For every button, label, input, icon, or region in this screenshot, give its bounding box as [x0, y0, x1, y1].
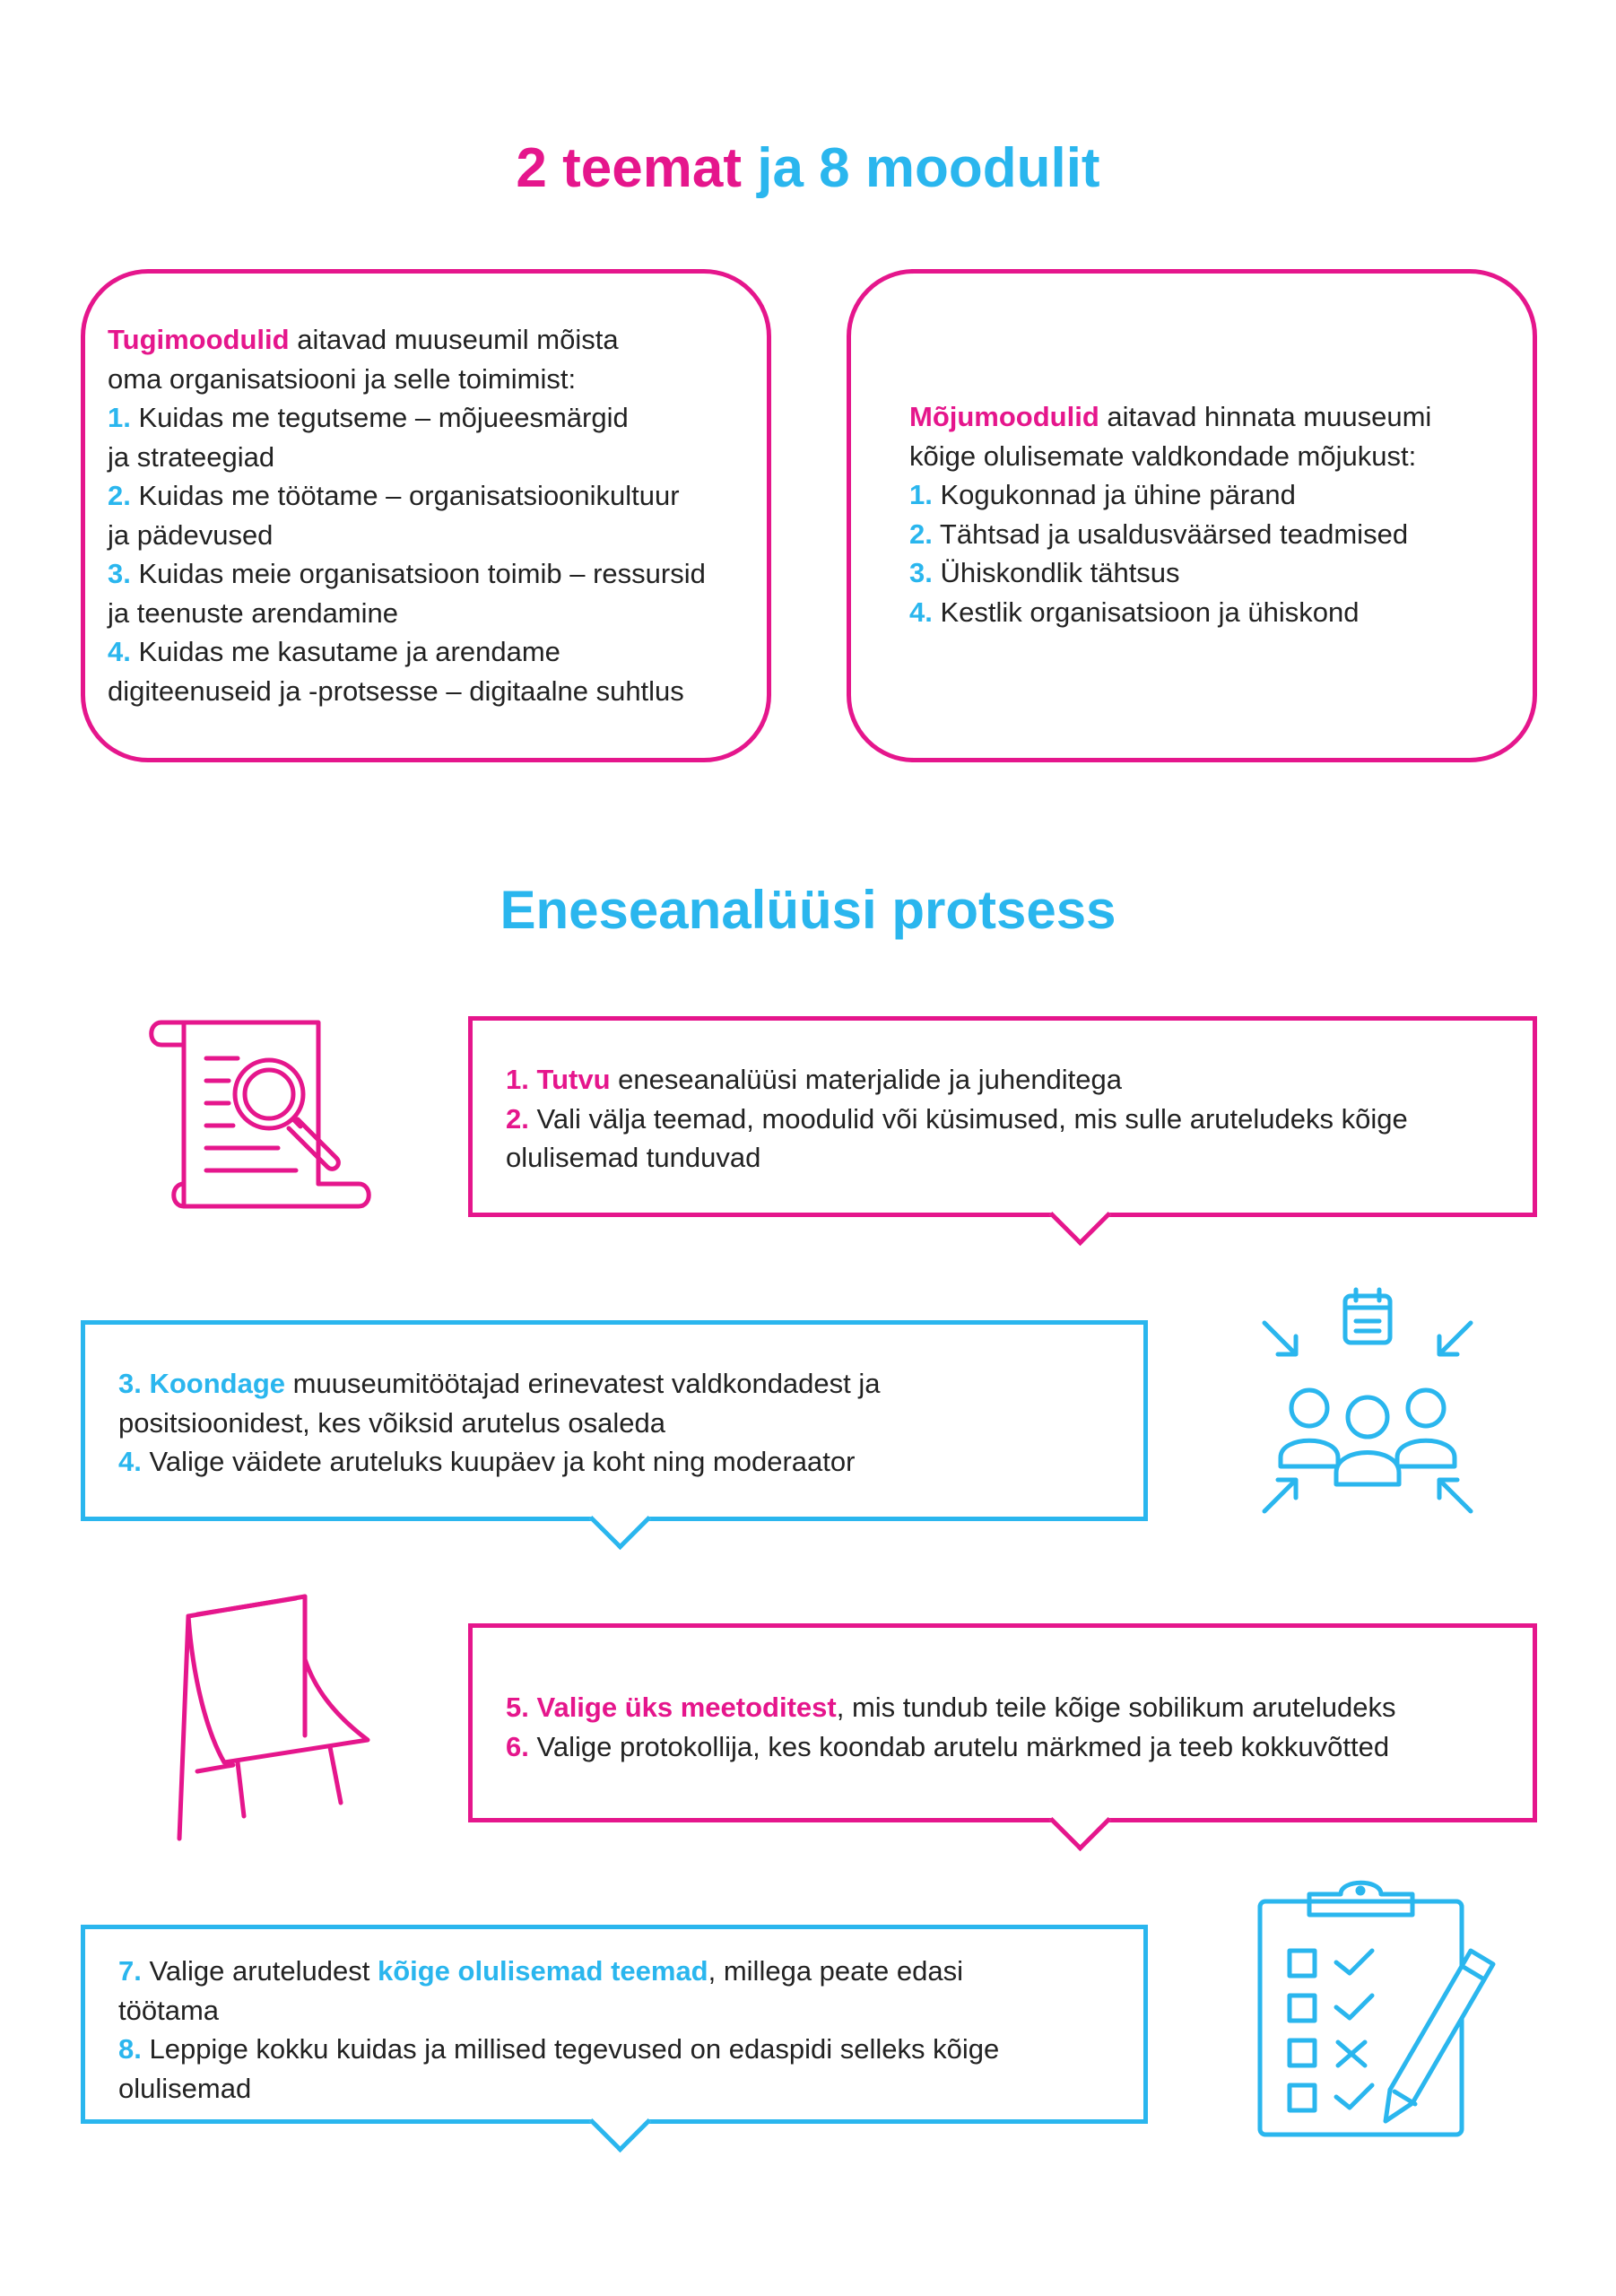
impact-modules-label: Mõjumoodulid [909, 401, 1099, 432]
step-text: muuseumitöötajad erinevatest valdkondadest ja [285, 1368, 881, 1399]
list-item: Kuidas me tegutseme – mõjueesmärgid [130, 402, 629, 433]
page-title [0, 136, 1616, 200]
support-modules-lead: aitavad muuseumil mõista [289, 324, 619, 355]
step-text: , mis tundub teile kõige sobilikum aruteludeks [836, 1692, 1396, 1723]
impact-modules-lead: aitavad hinnata muuseumi [1099, 401, 1432, 432]
process-title: Eneseanalüüsi protsess [500, 880, 1116, 940]
step-text: , millega peate edasi [708, 1955, 963, 1987]
list-item: Kuidas me kasutame ja arendame [130, 636, 560, 667]
support-modules-box [81, 269, 771, 762]
list-item-cont: ja strateegiad [108, 440, 275, 473]
step-number: 4. [118, 1446, 142, 1477]
speech-tail [589, 1488, 651, 1550]
document-search-icon [143, 1004, 395, 1220]
step-text: Valige väidete aruteluks kuupäev ja koht ning moderaator [141, 1446, 856, 1477]
list-number: 3. [108, 558, 131, 589]
step-number: 3. [118, 1368, 142, 1399]
step-keyword: Koondage [149, 1368, 286, 1399]
list-item-cont: ja pädevused [108, 518, 274, 551]
list-number: 4. [108, 636, 131, 667]
step-number: 1. [506, 1064, 529, 1095]
checklist-clipboard-icon [1247, 1874, 1507, 2144]
list-item-cont: digiteenuseid ja -protsesse – digitaalne suhtlus [108, 674, 684, 707]
list-item: Kogukonnad ja ühine pärand [932, 479, 1296, 510]
step-box-3-4 [81, 1320, 1148, 1521]
title-part-modules: ja 8 moodulit [757, 137, 1100, 199]
list-number: 1. [909, 479, 933, 510]
step-text: eneseanalüüsi materjalide ja juhenditega [610, 1064, 1123, 1095]
speech-tail [1049, 1184, 1111, 1246]
list-number: 2. [909, 517, 933, 550]
step-box-5-6 [468, 1623, 1537, 1822]
list-item: Ühiskondlik tähtsus [932, 557, 1180, 588]
support-modules-lead-2: oma organisatsiooni ja selle toimimist: [108, 362, 577, 395]
list-number: 4. [909, 596, 933, 628]
flipchart-icon [170, 1578, 386, 1848]
list-item: Kuidas meie organisatsioon toimib – ressursid [130, 558, 706, 589]
step-text: Valige protokollija, kes koondab arutelu märkmed ja teeb kokkuvõtted [528, 1730, 1390, 1762]
list-item: Kuidas me töötame – organisatsioonikultuur [130, 480, 680, 511]
step-text-cont: positsioonidest, kes võiksid arutelus osaleda [118, 1406, 666, 1439]
list-number: 1. [108, 402, 131, 433]
team-gather-icon [1247, 1274, 1489, 1525]
impact-modules-box [847, 269, 1537, 762]
step-text: Vali välja teemad, moodulid või küsimused, mis sulle aruteludeks kõige [528, 1102, 1408, 1135]
step-text: Leppige kokku kuidas ja millised tegevused on edaspidi selleks kõige [141, 2033, 1000, 2065]
step-number: 7. [118, 1955, 142, 1987]
list-item-cont: ja teenuste arendamine [108, 596, 399, 629]
step-box-7-8 [81, 1925, 1148, 2124]
title-part-themes: 2 teemat [516, 137, 742, 199]
list-number: 2. [108, 480, 131, 511]
step-text-cont: olulisemad tunduvad [506, 1142, 761, 1173]
step-number: 5. [506, 1692, 529, 1723]
speech-tail [1049, 1789, 1111, 1851]
list-number: 3. [909, 557, 933, 588]
list-item: Tähtsad ja usaldusväärsed teadmised [932, 517, 1409, 550]
step-keyword: Tutvu [536, 1064, 611, 1095]
list-item: Kestlik organisatsioon ja ühiskond [932, 596, 1360, 628]
step-number: 2. [506, 1102, 529, 1135]
step-number: 8. [118, 2033, 142, 2065]
step-keyword: kõige olulisemad teemad [377, 1955, 708, 1987]
step-number: 6. [506, 1730, 529, 1762]
step-text-cont: töötama [118, 1994, 220, 2026]
step-text: Valige aruteludest [141, 1955, 378, 1987]
step-keyword: Valige üks meetoditest [536, 1692, 837, 1723]
step-box-1-2 [468, 1016, 1537, 1217]
impact-modules-lead-2: kõige olulisemate valdkondade mõjukust: [909, 439, 1417, 472]
support-modules-label: Tugimoodulid [108, 324, 290, 355]
step-text-cont: olulisemad [118, 2072, 252, 2104]
